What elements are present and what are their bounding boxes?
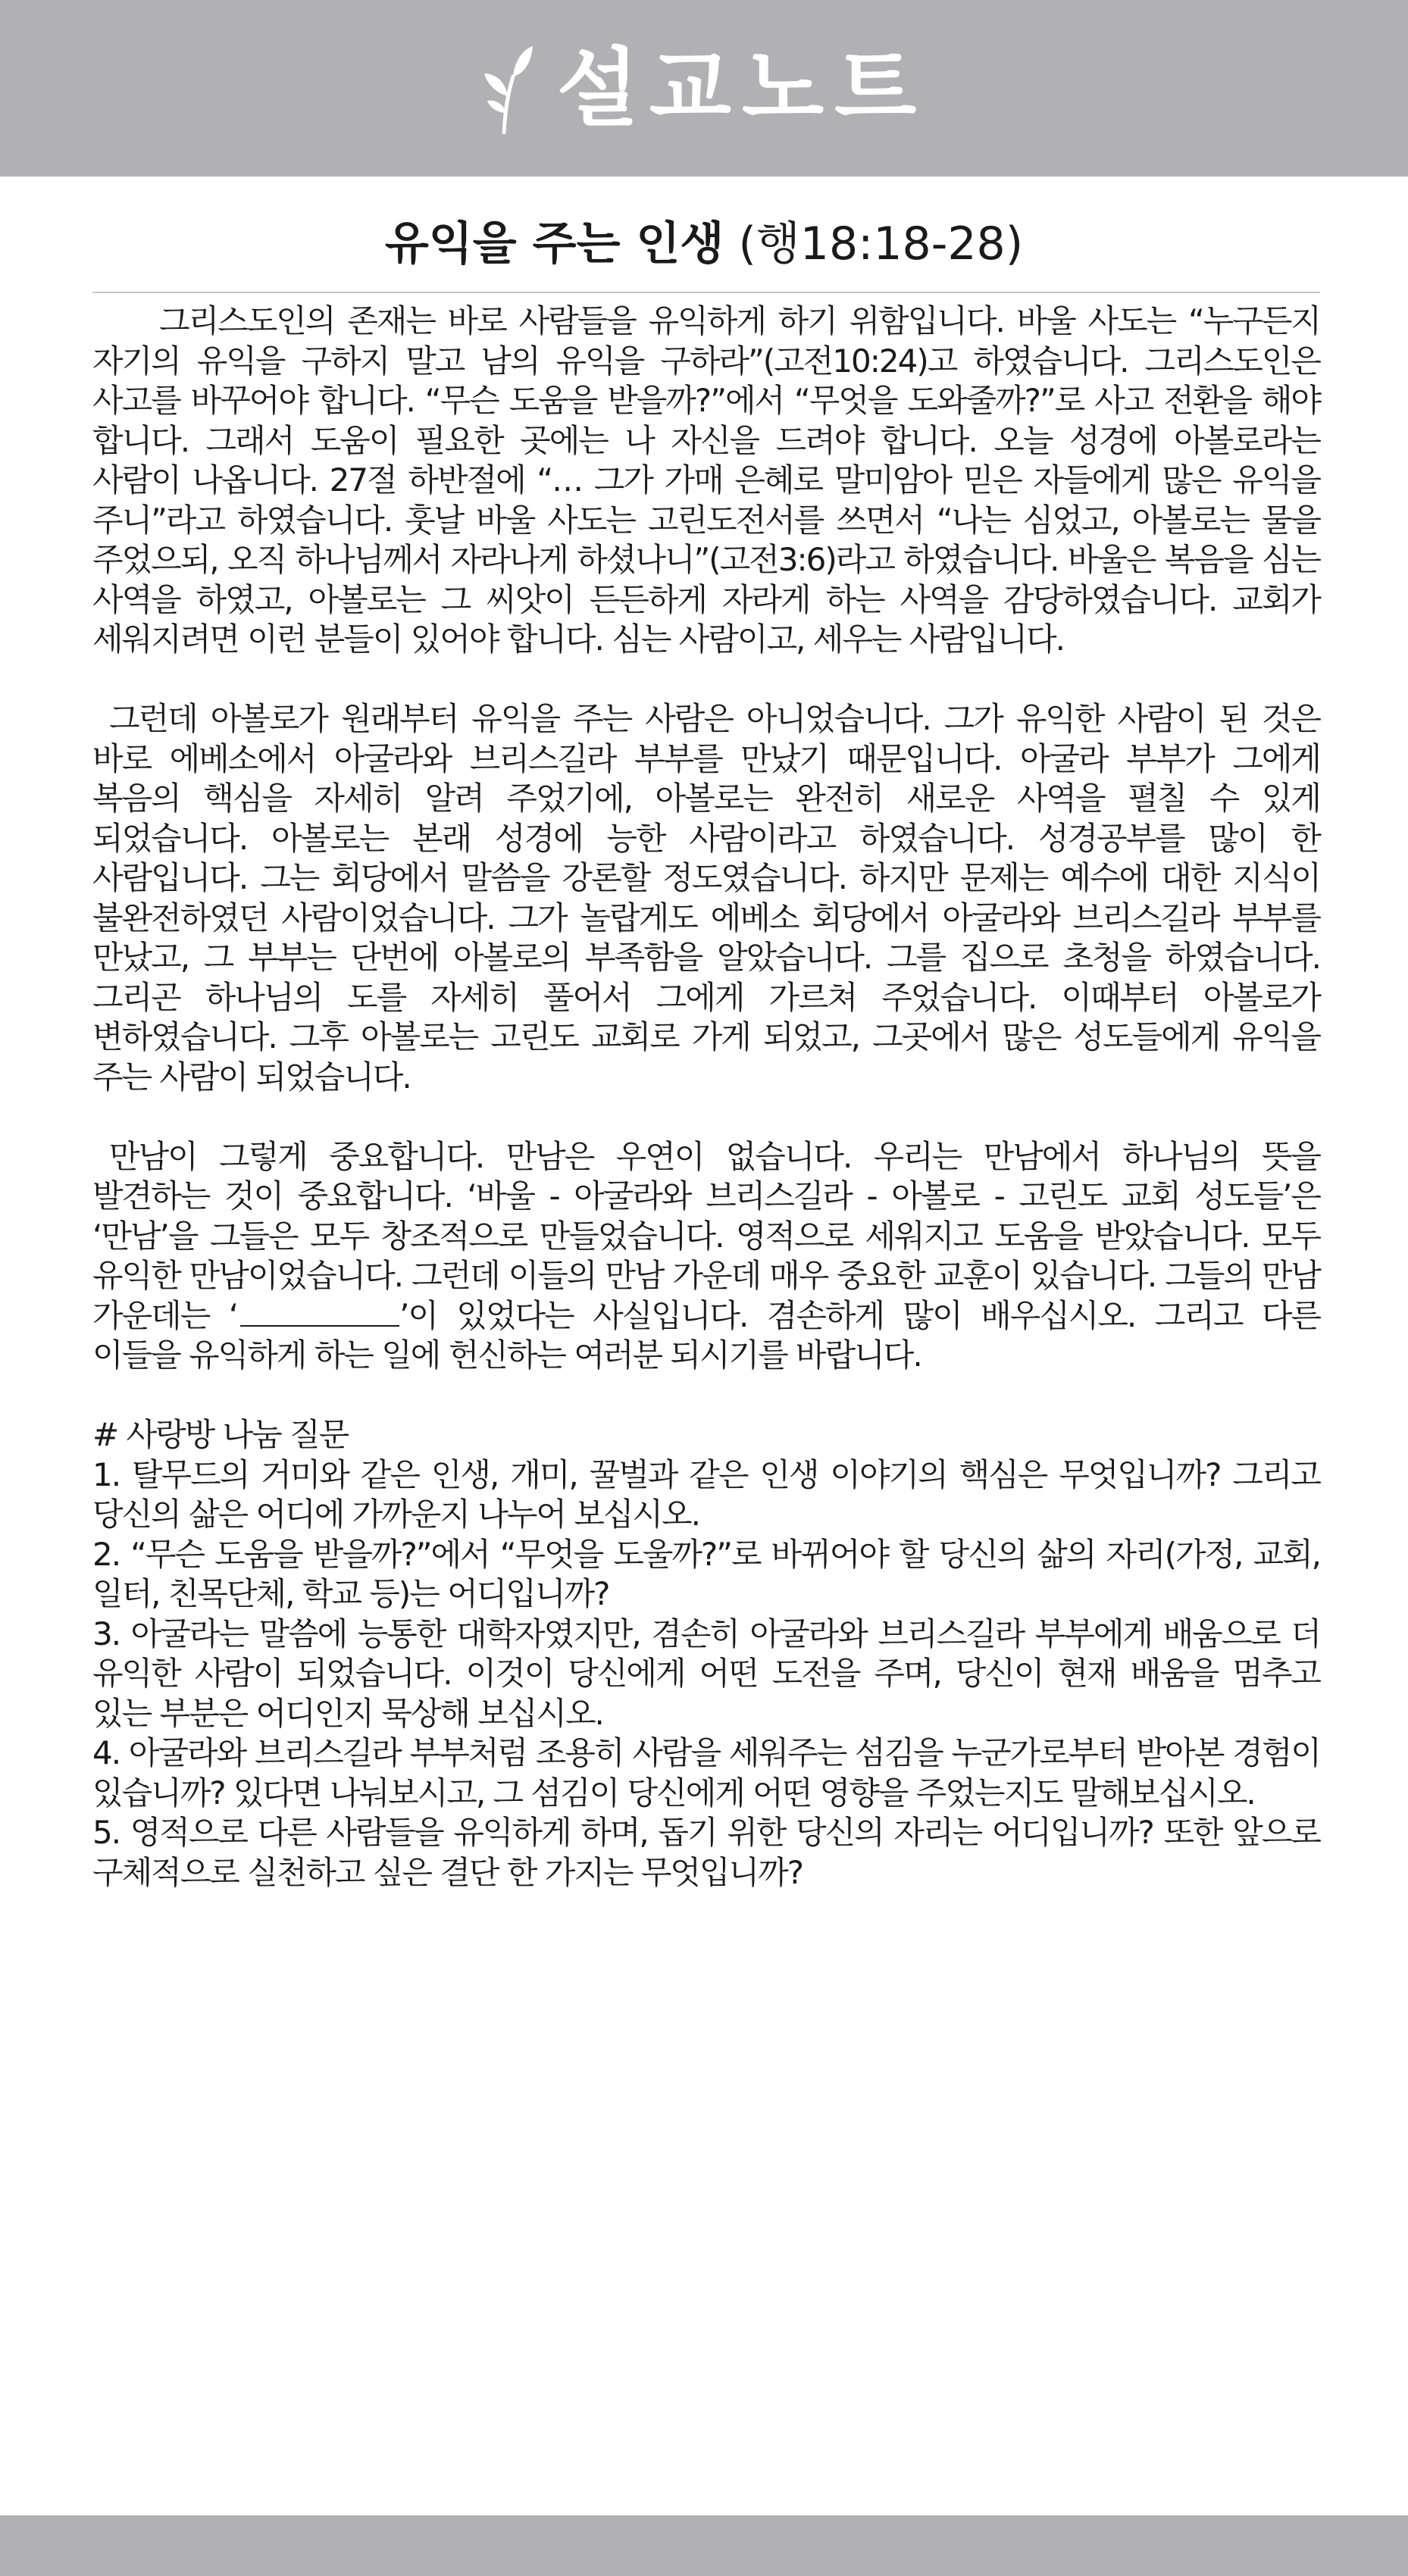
fill-in-blank: [240, 1298, 399, 1327]
discussion-question-4: 4. 아굴라와 브리스길라 부부처럼 조용히 사람을 세워주는 섬김을 누군가로부터 받아본 경험이 있습니까? 있다면 나눠보시고, 그 섬김이 당신에게 어떤 영향을 주었는지도 말해보십시오.: [92, 1734, 1320, 1812]
header-bar: [0, 0, 1408, 177]
paragraph-gap: [92, 1097, 1320, 1137]
body-paragraph-3: [92, 1137, 1320, 1376]
discussion-question-1: 1. 탈무드의 거미와 같은 인생, 개미, 꿀벌과 같은 인생 이야기의 핵심은 무엇입니까? 그리고 당신의 삶은 어디에 가까운지 나누어 보십시오.: [92, 1455, 1320, 1533]
leaf-sprout-icon: [481, 43, 534, 134]
sermon-title: [0, 214, 1408, 274]
discussion-question-2: 2. “무슨 도움을 받을까?”에서 “무엇을 도울까?”로 바뀌어야 할 당신의 삶의 자리(가정, 교회, 일터, 친목단체, 학교 등)는 어디입니까?: [92, 1535, 1320, 1612]
sermon-title-main: 유익을 주는 인생: [384, 217, 724, 270]
footer-bar: [0, 2515, 1408, 2576]
body-paragraph-2: 그런데 아볼로가 원래부터 유익을 주는 사람은 아니었습니다. 그가 유익한 사람이 된 것은 바로 에베소에서 아굴라와 브리스길라 부부를 만났기 때문입니다. 아굴라 부부가 그에게 복음의 핵심을 자세히 알려 주었기에, 아볼로는 완전히 새로운 사역을 펼칠 수 있게 되었습니다. 아볼로는 본래 성경에 능한 사람이라고 하였습니다. 성경공부를 많이 한 사람입니다. 그는 회당에서 말씀을 강론할 정도였습니다. 하지만 문제는 예수에 대한 지식이 불완전하였던 사람이었습니다. 그가 놀랍게도 에베소 회당에서 아굴라와 브리스길라 부부를 만났고, 그 부부는 단번에 아볼로의 부족함을 알았습니다. 그를 집으로 초청을 하였습니다. 그리곤 하나님의 도를 자세히 풀어서 그에게 가르쳐 주었습니다. 이때부터 아볼로가 변하였습니다. 그후 아볼로는 고린도 교회로 가게 되었고, 그곳에서 많은 성도들에게 유익을 주는 사람이 되었습니다.: [92, 700, 1320, 1096]
body-paragraph-1: 그리스도인의 존재는 바로 사람들을 유익하게 하기 위함입니다. 바울 사도는 “누구든지 자기의 유익을 구하지 말고 남의 유익을 구하라”(고전10:24)고 하였습니다. 그리스도인은 사고를 바꾸어야 합니다. “무슨 도움을 받을까?”에서 “무엇을 도와줄까?”로 사고 전환을 해야 합니다. 그래서 도움이 필요한 곳에는 나 자신을 드려야 합니다. 오늘 성경에 아볼로라는 사람이 나옵니다. 27절 하반절에 “… 그가 가매 은혜로 말미암아 믿은 자들에게 많은 유익을 주니”라고 하였습니다. 훗날 바울 사도는 고린도전서를 쓰면서 “나는 심었고, 아볼로는 물을 주었으되, 오직 하나님께서 자라나게 하셨나니”(고전3:6)라고 하였습니다. 바울은 복음을 심는 사역을 하였고, 아볼로는 그 씨앗이 든든하게 자라게 하는 사역을 감당하였습니다. 교회가 세워지려면 이런 분들이 있어야 합니다. 심는 사람이고, 세우는 사람입니다.: [92, 302, 1320, 658]
title-divider: [92, 292, 1320, 293]
discussion-question-5: 5. 영적으로 다른 사람들을 유익하게 하며, 돕기 위한 당신의 자리는 어디입니까? 또한 앞으로 구체적으로 실천하고 싶은 결단 한 가지는 무엇입니까?: [92, 1814, 1320, 1891]
paragraph-gap: [92, 1376, 1320, 1416]
paragraph-gap: [92, 660, 1320, 700]
discussion-question-3: 3. 아굴라는 말씀에 능통한 대학자였지만, 겸손히 아굴라와 브리스길라 부부에게 배움으로 더 유익한 사람이 되었습니다. 이것이 당신에게 어떤 도전을 주며, 당신이 현재 배움을 멈추고 있는 부분은 어디인지 묵상해 보십시오.: [92, 1615, 1320, 1732]
header-brand: [481, 39, 928, 138]
header-title: 설교노트: [556, 39, 928, 138]
paragraph-3-after-blank: ’이 있었다는 사실입니다. 겸손하게 많이 배우십시오. 그리고 다른 이들을 유익하게 하는 일에 헌신하는 여러분 되시기를 바랍니다.: [92, 1296, 1320, 1374]
sermon-body: [92, 302, 1320, 1893]
discussion-heading: # 사랑방 나눔 질문: [92, 1416, 349, 1453]
paragraph-3-before-blank: 만남이 그렇게 중요합니다. 만남은 우연이 없습니다. 우리는 만남에서 하나님의 뜻을 발견하는 것이 중요합니다. ‘바울 - 아굴라와 브리스길라 - 아볼로 - 고린도 교회 성도들’은 ‘만남’을 그들은 모두 창조적으로 만들었습니다. 영적으로 세워지고 도움을 받았습니다. 모두 유익한 만남이었습니다. 그런데 이들의 만남 가운데 매우 중요한 교훈이 있습니다. 그들의 만남 가운데는 ‘: [92, 1137, 1320, 1334]
sermon-scripture-reference: (행18:18-28): [738, 217, 1024, 270]
